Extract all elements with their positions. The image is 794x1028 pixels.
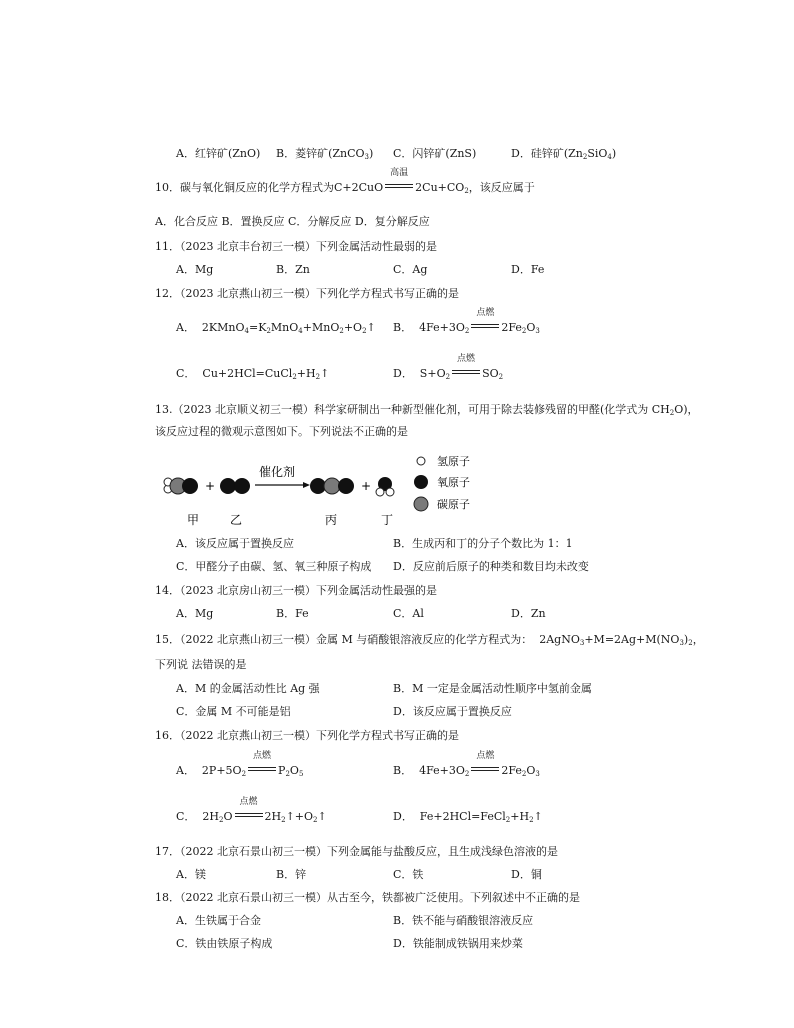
q11-option-b: B．Zn — [276, 263, 310, 276]
q14-option-a: A．Mg — [176, 607, 214, 620]
q18-stem: 18．（2022 北京石景山初三一模）从古至今，铁都被广泛使用。下列叙述中不正确的是 — [155, 891, 580, 904]
q10-stem: 10．碳与氧化铜反应的化学方程式为C+2CuO 高温 $2Cu+CO_2$，该反应属于 — [155, 168, 535, 195]
q11-option-a: A．Mg — [176, 263, 214, 276]
q13-stem-line1: 13.（2023 北京顺义初三一模）科学家研制出一种新型催化剂，可用于除去装修残留的甲醛(化学式为 $CH_2O$)， — [155, 403, 699, 417]
q13-stem-line2: 该反应过程的微观示意图如下。下列说法不正确的是 — [155, 425, 408, 438]
q15-option-c: C．金属 M 不可能是铝 — [176, 705, 291, 718]
q15-stem-line2: 下列说 法错误的是 — [155, 658, 247, 671]
plus-sign-1: + — [205, 479, 216, 493]
q11-stem: 11．（2023 北京丰台初三一模）下列金属活动性最弱的是 — [155, 240, 437, 253]
label-jia: 甲 — [187, 513, 200, 527]
q15-stem: 15．（2022 北京燕山初三一模）金属 M 与硝酸银溶液反应的化学方程式为： $2AgNO_3+M=2Ag+M(NO_3)_2$， — [155, 633, 704, 647]
molecule-jia — [164, 478, 198, 494]
q13-option-d: D．反应前后原子的种类和数目均未改变 — [393, 560, 589, 573]
q17-stem: 17．（2022 北京石景山初三一模）下列金属能与盐酸反应，且生成浅绿色溶液的是 — [155, 845, 558, 858]
arrow-head — [303, 482, 310, 488]
label-bing: 丙 — [325, 513, 338, 527]
q18-option-d: D．铁能制成铁锅用来炒菜 — [393, 937, 523, 950]
catalyst-label: 催化剂 — [259, 465, 296, 479]
q11-option-c: C．Ag — [393, 263, 428, 276]
legend-oxygen-icon — [414, 475, 428, 489]
legend-oxygen: 氧原子 — [437, 476, 470, 489]
q17-option-d: D．铜 — [511, 868, 542, 881]
q13-option-b: B．生成丙和丁的分子个数比为 1：1 — [393, 537, 573, 550]
label-ding: 丁 — [381, 513, 394, 527]
q18-option-b: B．铁不能与硝酸银溶液反应 — [393, 914, 534, 927]
q14-option-c: C．Al — [393, 607, 424, 620]
q13-reaction-diagram — [155, 448, 495, 532]
q13-option-a: A．该反应属于置换反应 — [176, 537, 294, 550]
q16-option-d: D． $Fe+2HCl=FeCl_2+H_2↑$ — [393, 810, 543, 824]
q17-option-b: B．锌 — [276, 868, 307, 881]
label-yi: 乙 — [230, 513, 243, 527]
q16-option-b: B． $4Fe+3O_2$ 点燃 $2Fe_2O_3$ — [393, 751, 540, 778]
q11-option-d: D．Fe — [511, 263, 545, 276]
q17-option-a: A．镁 — [176, 868, 206, 881]
q15-option-d: D．该反应属于置换反应 — [393, 705, 512, 718]
q15-option-a: A．M 的金属活动性比 Ag 强 — [176, 682, 320, 695]
q16-option-c: C． $2H_2O$ 点燃 $2H_2↑+O_2↑$ — [176, 797, 327, 824]
legend-carbon-icon — [414, 497, 428, 511]
q12-option-a: A． $2KMnO_4=K_2MnO_4+MnO_2+O_2↑$ — [176, 321, 376, 335]
q13-option-c: C．甲醛分子由碳、氢、氧三种原子构成 — [176, 560, 372, 573]
q9-option-d: D．硅锌矿$(Zn_2SiO_4)$ — [511, 147, 617, 161]
q12-option-d: D． $S+O_2$ 点燃 $SO_2$ — [393, 354, 504, 381]
plus-sign-2: + — [361, 479, 372, 493]
molecule-bing — [310, 478, 354, 494]
q9-option-a: A．红锌矿(ZnO) — [176, 147, 261, 160]
q14-option-b: B．Fe — [276, 607, 309, 620]
q12-option-c: C． $Cu+2HCl=CuCl_2+H_2↑$ — [176, 367, 330, 381]
q10-options: A．化合反应 B．置换反应 C．分解反应 D．复分解反应 — [155, 215, 430, 228]
q14-option-d: D．Zn — [511, 607, 546, 620]
legend-hydrogen: 氢原子 — [437, 455, 470, 468]
molecule-ding — [376, 477, 394, 496]
q15-option-b: B．M 一定是金属活动性顺序中氢前金属 — [393, 682, 592, 695]
q16-option-a: A． $2P+5O_2$ 点燃 $P_2O_5$ — [176, 751, 304, 778]
q12-option-b: B． $4Fe+3O_2$ 点燃 $2Fe_2O_3$ — [393, 308, 540, 335]
legend-hydrogen-icon — [417, 457, 425, 465]
q14-stem: 14．（2023 北京房山初三一模）下列金属活动性最强的是 — [155, 584, 437, 597]
q18-option-c: C．铁由铁原子构成 — [176, 937, 273, 950]
q16-stem: 16．（2022 北京燕山初三一模）下列化学方程式书写正确的是 — [155, 729, 459, 742]
molecule-yi — [220, 478, 250, 494]
q9-option-b: B．菱锌矿(ZnCO$_3$) — [276, 147, 374, 161]
q12-stem: 12．（2023 北京燕山初三一模）下列化学方程式书写正确的是 — [155, 287, 459, 300]
q9-option-c: C．闪锌矿(ZnS) — [393, 147, 477, 160]
q18-option-a: A．生铁属于合金 — [176, 914, 261, 927]
legend-carbon: 碳原子 — [437, 498, 470, 511]
q17-option-c: C．铁 — [393, 868, 424, 881]
